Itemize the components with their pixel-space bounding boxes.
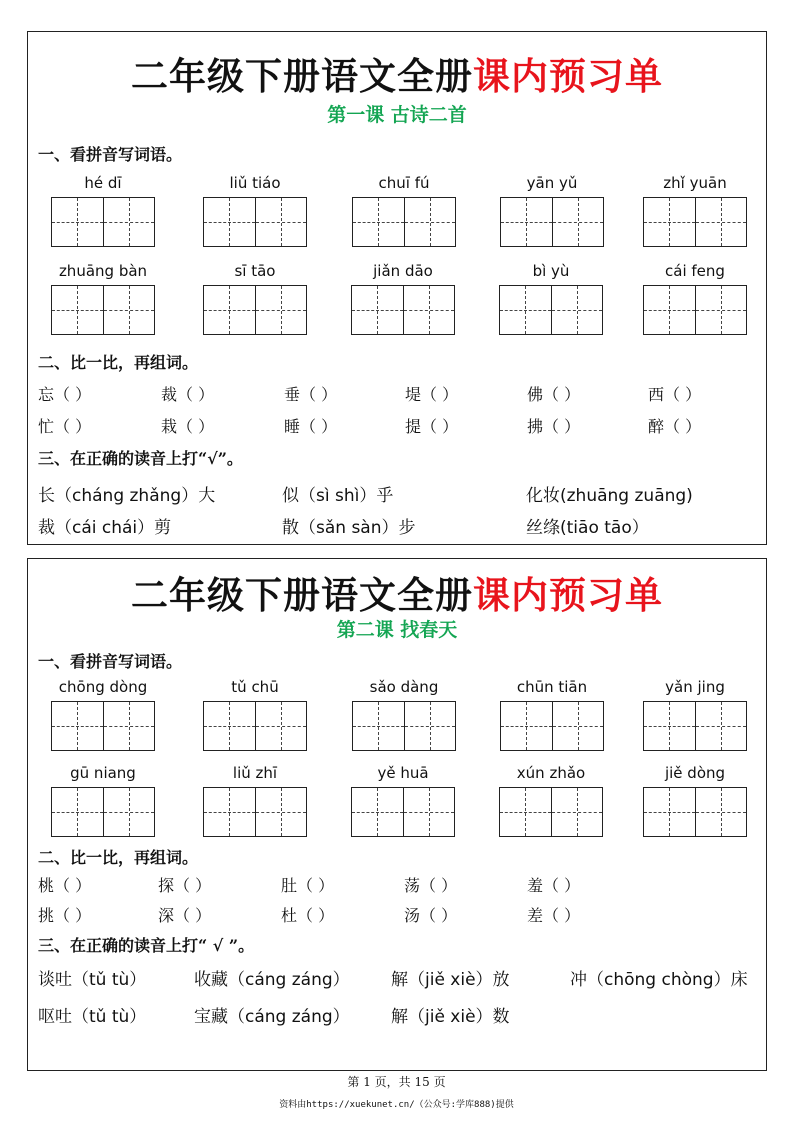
compare-item[interactable]: 杜（ ） — [281, 906, 335, 925]
pronunciation-item[interactable]: 长（cháng zhǎng）大 — [38, 486, 216, 506]
section-title: 一、看拼音写词语。 — [38, 652, 183, 671]
compare-item[interactable]: 肚（ ） — [281, 876, 335, 895]
compare-item[interactable]: 深（ ） — [158, 906, 212, 925]
pinyin-label: zhuāng bàn — [58, 262, 148, 280]
source-note: 资料由https://xuekunet.cn/（公众号:学库888)提供 — [279, 1100, 514, 1110]
pinyin-label: yě huā — [377, 764, 429, 782]
writing-grid[interactable] — [351, 285, 455, 335]
compare-item[interactable]: 睡（ ） — [284, 417, 338, 436]
compare-item[interactable]: 栽（ ） — [161, 417, 215, 436]
writing-grid[interactable] — [51, 787, 155, 837]
section-title: 二、比一比，再组词。 — [38, 848, 199, 867]
pronunciation-item[interactable]: 散（sǎn sàn）步 — [282, 518, 416, 538]
pronunciation-item[interactable]: 宝藏（cáng záng） — [194, 1007, 350, 1027]
pinyin-label: hé dī — [84, 174, 122, 192]
compare-item[interactable]: 羞（ ） — [527, 876, 581, 895]
main-title-red: 课内预习单 — [473, 573, 663, 617]
page-footer: 第 1 页，共 15 页 — [347, 1075, 446, 1089]
compare-item[interactable]: 西（ ） — [648, 385, 702, 404]
pinyin-label: gū niang — [70, 764, 136, 782]
pronunciation-item[interactable]: 谈吐（tǔ tù） — [38, 970, 147, 990]
pinyin-label: yǎn jing — [665, 678, 725, 696]
writing-grid[interactable] — [643, 285, 747, 335]
main-title-black: 二年级下册语文全册 — [131, 573, 473, 617]
section-title: 一、看拼音写词语。 — [38, 145, 183, 164]
section-title: 二、比一比，再组词。 — [38, 353, 199, 372]
pinyin-label: jiǎn dāo — [373, 262, 433, 280]
lesson-title: 第一课 古诗二首 — [327, 104, 467, 126]
writing-grid[interactable] — [203, 197, 307, 247]
writing-grid[interactable] — [643, 787, 747, 837]
pinyin-label: yān yǔ — [526, 174, 578, 192]
pronunciation-item[interactable]: 冲（chōng chòng）床 — [570, 970, 748, 990]
pinyin-label: sī tāo — [234, 262, 276, 280]
writing-grid[interactable] — [203, 787, 307, 837]
section-title: 三、在正确的读音上打“√”。 — [38, 449, 243, 468]
compare-item[interactable]: 拂（ ） — [527, 417, 581, 436]
writing-grid[interactable] — [351, 787, 455, 837]
writing-grid[interactable] — [51, 701, 155, 751]
pinyin-label: xún zhǎo — [516, 764, 586, 782]
writing-grid[interactable] — [352, 197, 456, 247]
pinyin-label: liǔ tiáo — [229, 174, 281, 192]
pronunciation-item[interactable]: 丝绦(tiāo tāo） — [526, 518, 649, 538]
pinyin-label: sǎo dàng — [369, 678, 439, 696]
writing-grid[interactable] — [51, 197, 155, 247]
pronunciation-item[interactable]: 收藏（cáng záng） — [194, 970, 350, 990]
compare-item[interactable]: 挑（ ） — [38, 906, 92, 925]
compare-item[interactable]: 汤（ ） — [404, 906, 458, 925]
pronunciation-item[interactable]: 化妆(zhuāng zuāng) — [526, 486, 693, 506]
pronunciation-item[interactable]: 呕吐（tǔ tù） — [38, 1007, 147, 1027]
compare-item[interactable]: 裁（ ） — [161, 385, 215, 404]
main-title — [28, 46, 766, 100]
writing-grid[interactable] — [643, 701, 747, 751]
compare-item[interactable]: 忘（ ） — [38, 385, 92, 404]
main-title-black: 二年级下册语文全册 — [131, 54, 473, 98]
pinyin-label: tǔ chū — [231, 678, 279, 696]
pinyin-label: chūn tiān — [516, 678, 588, 696]
writing-grid[interactable] — [643, 197, 747, 247]
lesson-panel-2 — [27, 558, 767, 1071]
pinyin-label: cái feng — [665, 262, 725, 280]
writing-grid[interactable] — [352, 701, 456, 751]
compare-item[interactable]: 差（ ） — [527, 906, 581, 925]
compare-item[interactable]: 提（ ） — [405, 417, 459, 436]
compare-item[interactable]: 桃（ ） — [38, 876, 92, 895]
main-title — [28, 565, 766, 619]
pinyin-label: chuī fú — [378, 174, 430, 192]
writing-grid[interactable] — [500, 197, 604, 247]
pronunciation-item[interactable]: 解（jiě xiè）数 — [391, 1007, 510, 1027]
compare-item[interactable]: 荡（ ） — [404, 876, 458, 895]
writing-grid[interactable] — [203, 285, 307, 335]
compare-item[interactable]: 忙（ ） — [38, 417, 92, 436]
writing-grid[interactable] — [203, 701, 307, 751]
pinyin-label: liǔ zhī — [232, 764, 278, 782]
writing-grid[interactable] — [499, 285, 603, 335]
pinyin-label: zhǐ yuān — [663, 174, 727, 192]
compare-item[interactable]: 醉（ ） — [648, 417, 702, 436]
compare-item[interactable]: 探（ ） — [158, 876, 212, 895]
compare-item[interactable]: 垂（ ） — [284, 385, 338, 404]
pronunciation-item[interactable]: 裁（cái chái）剪 — [38, 518, 172, 538]
writing-grid[interactable] — [499, 787, 603, 837]
compare-item[interactable]: 堤（ ） — [405, 385, 459, 404]
pinyin-label: bì yù — [532, 262, 570, 280]
pinyin-label: chōng dòng — [58, 678, 148, 696]
pronunciation-item[interactable]: 解（jiě xiè）放 — [391, 970, 510, 990]
lesson-panel-1 — [27, 31, 767, 545]
writing-grid[interactable] — [500, 701, 604, 751]
compare-item[interactable]: 佛（ ） — [527, 385, 581, 404]
pinyin-label: jiě dòng — [664, 764, 726, 782]
pronunciation-item[interactable]: 似（sì shì）乎 — [282, 486, 394, 506]
section-title: 三、在正确的读音上打“ √ ”。 — [38, 936, 255, 955]
lesson-title: 第二课 找春天 — [336, 619, 458, 641]
writing-grid[interactable] — [51, 285, 155, 335]
main-title-red: 课内预习单 — [473, 54, 663, 98]
